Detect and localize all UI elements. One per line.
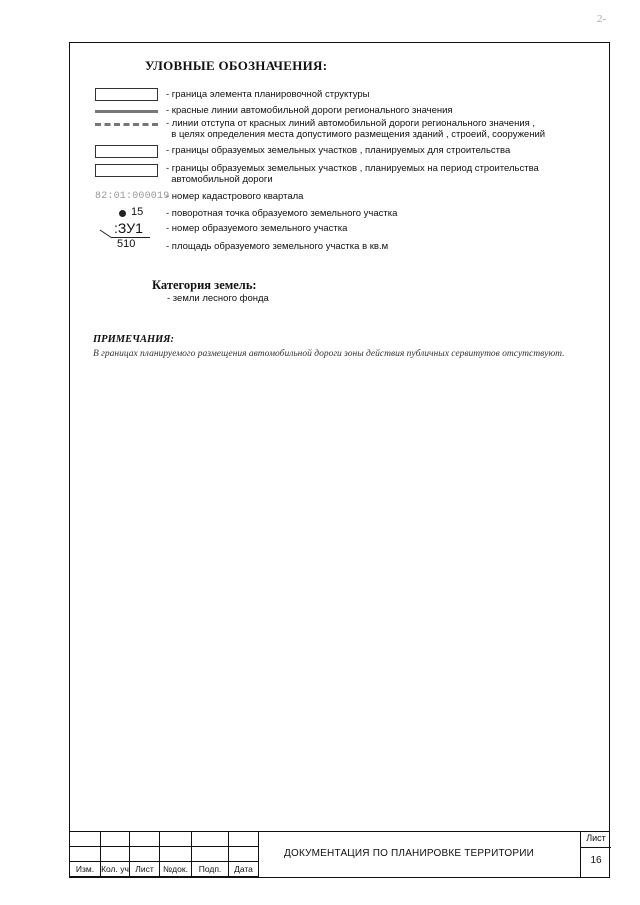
sheet-number: 16 bbox=[590, 855, 602, 866]
corner-mark: 2- bbox=[597, 13, 607, 25]
sheet-divider bbox=[581, 847, 611, 848]
legend-title: УЛОВНЫЕ ОБОЗНАЧЕНИЯ: bbox=[145, 58, 328, 73]
symbol-red-line bbox=[95, 110, 158, 113]
legend-item-6: - номер кадастрового квартала bbox=[166, 191, 304, 202]
legend-item-5: - границы образуемых земельных участков , планируемых на период строительства автомобильной дороги bbox=[166, 163, 539, 185]
symbol-parcel-temporary bbox=[95, 164, 158, 177]
legend-item-7: - поворотная точка образуемого земельного участка bbox=[166, 208, 398, 219]
symbol-planning-boundary bbox=[95, 88, 158, 101]
parcel-number-example: :ЗУ1 bbox=[114, 220, 143, 236]
parcel-area-example: 510 bbox=[117, 238, 136, 250]
turning-point-icon bbox=[119, 210, 126, 217]
column-count: Кол. уч bbox=[101, 862, 130, 877]
column-signature: Подп. bbox=[192, 862, 229, 877]
column-date: Дата bbox=[229, 862, 259, 877]
revision-table bbox=[69, 831, 259, 877]
land-category-title: Категория земель: bbox=[152, 278, 257, 292]
column-change: Изм. bbox=[70, 862, 101, 877]
legend-item-4: - границы образуемых земельных участков , планируемых для строительства bbox=[166, 145, 511, 156]
turning-point-number: 15 bbox=[131, 206, 144, 218]
column-sheet: Лист bbox=[130, 862, 160, 877]
symbol-setback-line bbox=[95, 123, 158, 126]
document-title: ДОКУМЕНТАЦИЯ ПО ПЛАНИРОВКЕ ТЕРРИТОРИИ bbox=[284, 848, 535, 859]
title-block bbox=[69, 831, 610, 878]
notes-title: ПРИМЕЧАНИЯ: bbox=[93, 334, 175, 345]
legend-item-9: - площадь образуемого земельного участка в кв.м bbox=[166, 241, 389, 252]
column-doc-number: №док. bbox=[160, 862, 192, 877]
legend-item-3: - линии отступа от красных линий автомобильной дороги регионального значения , в целях определения места допустимого размещения зданий , строеий, сооружений bbox=[166, 118, 546, 140]
legend-item-1: - граница элемента планировочной структуры bbox=[166, 89, 370, 100]
cadastral-number-example: 82:01:000019 bbox=[95, 191, 170, 202]
notes-text: В границах планируемого размещения автомобильной дороги зоны действия публичных сервитутов отсутствуют. bbox=[93, 349, 565, 359]
sheet-label: Лист bbox=[586, 833, 606, 843]
sheet-number-box bbox=[580, 831, 610, 878]
legend-item-2: - красные линии автомобильной дороги регионального значения bbox=[166, 105, 453, 116]
symbol-parcel-construction bbox=[95, 145, 158, 158]
land-category-item: - земли лесного фонда bbox=[167, 293, 269, 304]
legend-item-8: - номер образуемого земельного участка bbox=[166, 223, 348, 234]
